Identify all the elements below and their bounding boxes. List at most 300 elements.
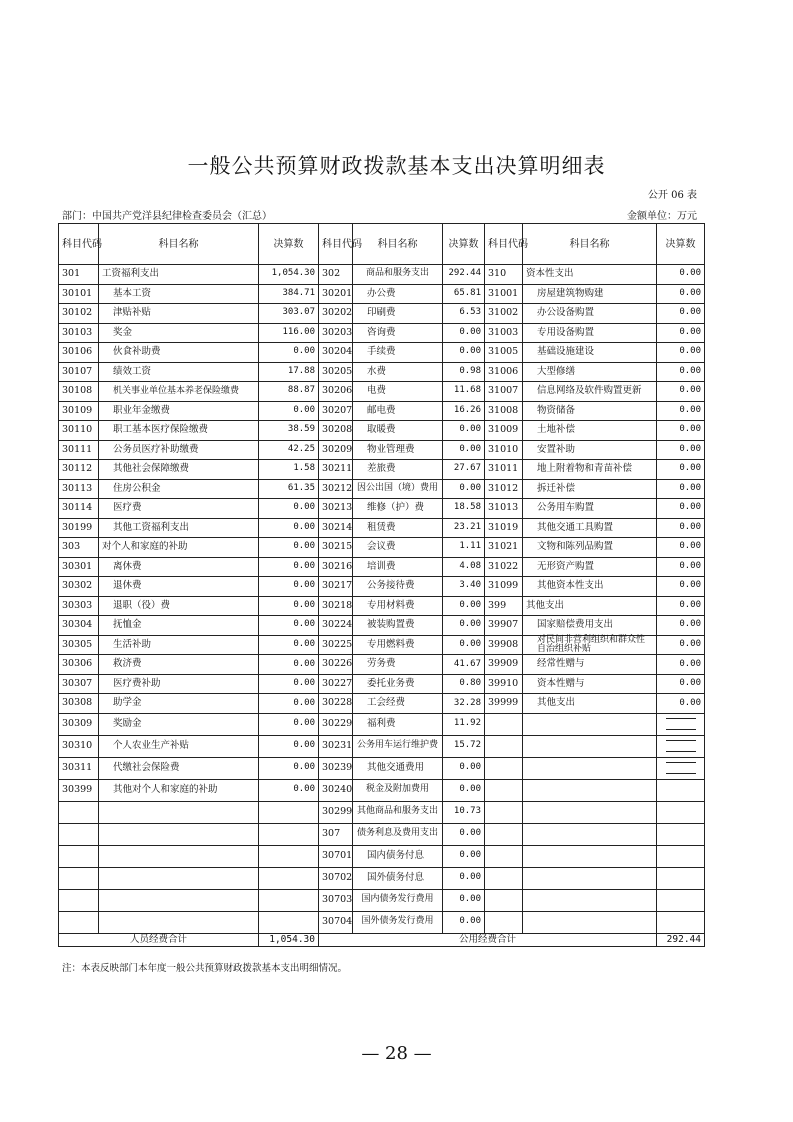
table-row — [59, 823, 705, 845]
subject-code: 39910 — [485, 674, 523, 694]
header-code: 科目代码 — [319, 224, 353, 265]
subject-code: 30302 — [59, 577, 99, 597]
subject-name: 其他资本性支出 — [523, 577, 657, 597]
subject-code: 30309 — [59, 713, 99, 735]
subject-name: 资本性支出 — [523, 265, 657, 285]
subject-name: 专用材料费 — [353, 596, 443, 616]
table-row — [59, 713, 705, 735]
subject-name: 其他工资福利支出 — [99, 518, 259, 538]
subject-code: 30399 — [59, 779, 99, 801]
subject-name: 专用设备购置 — [523, 323, 657, 343]
subject-name: 国内债务发行费用 — [353, 889, 443, 911]
subject-code: 31021 — [485, 538, 523, 558]
subject-code: 30703 — [319, 889, 353, 911]
amount-value: 61.35 — [259, 479, 319, 499]
amount-value: 88.87 — [259, 382, 319, 402]
subject-name: 国家赔偿费用支出 — [523, 616, 657, 636]
empty-cell — [485, 779, 523, 801]
empty-cell — [259, 845, 319, 867]
empty-cell — [523, 757, 657, 779]
subject-name: 办公费 — [353, 284, 443, 304]
amount-value: 18.58 — [443, 499, 485, 519]
table-row — [59, 499, 705, 519]
amount-value: 0.00 — [443, 323, 485, 343]
amount-value: 0.00 — [443, 757, 485, 779]
amount-value: 0.00 — [657, 616, 705, 636]
subject-code: 30209 — [319, 440, 353, 460]
subject-code: 31002 — [485, 304, 523, 324]
empty-cell — [523, 867, 657, 889]
subject-name: 地上附着物和青苗补偿 — [523, 460, 657, 480]
header-amount: 决算数 — [443, 224, 485, 265]
subject-code: 30228 — [319, 694, 353, 714]
empty-cell — [259, 823, 319, 845]
subject-code: 31012 — [485, 479, 523, 499]
department-label: 部门：中国共产党洋县纪律检查委员会（汇总） — [62, 211, 272, 222]
table-row — [59, 635, 705, 655]
amount-value: 0.00 — [259, 757, 319, 779]
table-row — [59, 518, 705, 538]
table-row — [59, 304, 705, 324]
amount-value: 0.00 — [657, 382, 705, 402]
subject-name: 其他对个人和家庭的补助 — [99, 779, 259, 801]
subject-code: 30311 — [59, 757, 99, 779]
amount-value: 0.00 — [657, 265, 705, 285]
subject-name: 房屋建筑物购建 — [523, 284, 657, 304]
empty-cell — [657, 713, 705, 735]
subject-code: 30103 — [59, 323, 99, 343]
amount-value: 0.00 — [657, 499, 705, 519]
amount-value: 0.00 — [443, 845, 485, 867]
subject-code: 30211 — [319, 460, 353, 480]
subject-code: 30204 — [319, 343, 353, 363]
amount-value: 23.21 — [443, 518, 485, 538]
empty-cell — [59, 867, 99, 889]
subject-name: 维修（护）费 — [353, 499, 443, 519]
subject-name: 取暖费 — [353, 421, 443, 441]
amount-value: 0.00 — [259, 577, 319, 597]
empty-cell — [485, 889, 523, 911]
subject-name: 商品和服务支出 — [353, 265, 443, 285]
table-row — [59, 401, 705, 421]
form-number: 公开 06 表 — [647, 190, 697, 201]
empty-cell — [259, 911, 319, 933]
subject-code: 30106 — [59, 343, 99, 363]
amount-value: 17.88 — [259, 362, 319, 382]
subject-code: 30306 — [59, 655, 99, 675]
subject-code: 303 — [59, 538, 99, 558]
subject-code: 30239 — [319, 757, 353, 779]
empty-cell — [523, 735, 657, 757]
subject-code: 30202 — [319, 304, 353, 324]
subject-code: 39999 — [485, 694, 523, 714]
amount-value: 0.00 — [443, 867, 485, 889]
table-row — [59, 557, 705, 577]
amount-value: 0.00 — [443, 596, 485, 616]
subject-code: 31005 — [485, 343, 523, 363]
table-row — [59, 362, 705, 382]
subject-code: 30208 — [319, 421, 353, 441]
subject-code: 30231 — [319, 735, 353, 757]
subject-code: 30207 — [319, 401, 353, 421]
amount-value: 11.68 — [443, 382, 485, 402]
subject-code: 31013 — [485, 499, 523, 519]
amount-value: 1.11 — [443, 538, 485, 558]
subject-code: 30111 — [59, 440, 99, 460]
subject-name: 机关事业单位基本养老保险缴费 — [99, 382, 259, 402]
subject-code: 30218 — [319, 596, 353, 616]
subject-code: 31003 — [485, 323, 523, 343]
table-row — [59, 440, 705, 460]
empty-cell — [99, 911, 259, 933]
subject-name: 抚恤金 — [99, 616, 259, 636]
subject-name: 信息网络及软件购置更新 — [523, 382, 657, 402]
empty-cell — [259, 867, 319, 889]
subject-name: 培训费 — [353, 557, 443, 577]
amount-value: 0.00 — [259, 538, 319, 558]
table-row — [59, 616, 705, 636]
empty-cell — [523, 823, 657, 845]
amount-value: 38.59 — [259, 421, 319, 441]
amount-value: 27.67 — [443, 460, 485, 480]
empty-cell — [259, 801, 319, 823]
empty-cell — [523, 713, 657, 735]
header-code: 科目代码 — [59, 224, 99, 265]
dash-mark — [666, 718, 696, 730]
amount-value: 0.00 — [259, 713, 319, 735]
table-row — [59, 735, 705, 757]
table-row — [59, 779, 705, 801]
subject-name: 物资储备 — [523, 401, 657, 421]
subject-name: 基本工资 — [99, 284, 259, 304]
amount-value: 0.00 — [259, 674, 319, 694]
table-row — [59, 343, 705, 363]
subject-name: 差旅费 — [353, 460, 443, 480]
subject-name: 电费 — [353, 382, 443, 402]
subject-code: 30301 — [59, 557, 99, 577]
amount-value: 0.00 — [259, 635, 319, 655]
subject-name: 无形资产购置 — [523, 557, 657, 577]
empty-cell — [657, 867, 705, 889]
empty-cell — [657, 845, 705, 867]
personnel-total-value: 1,054.30 — [259, 933, 319, 946]
amount-value: 0.00 — [443, 823, 485, 845]
subject-name: 国外债务发行费用 — [353, 911, 443, 933]
subject-code: 30307 — [59, 674, 99, 694]
amount-value: 0.00 — [657, 479, 705, 499]
subject-name: 公务接待费 — [353, 577, 443, 597]
table-row — [59, 460, 705, 480]
subject-name: 税金及附加费用 — [353, 779, 443, 801]
amount-value: 0.00 — [259, 499, 319, 519]
amount-value: 0.00 — [657, 674, 705, 694]
subject-code: 30109 — [59, 401, 99, 421]
subject-name: 工会经费 — [353, 694, 443, 714]
subject-code: 30203 — [319, 323, 353, 343]
amount-value: 6.53 — [443, 304, 485, 324]
header-amount: 决算数 — [657, 224, 705, 265]
empty-cell — [99, 867, 259, 889]
subject-name: 物业管理费 — [353, 440, 443, 460]
amount-value: 0.00 — [443, 889, 485, 911]
empty-cell — [657, 779, 705, 801]
amount-value: 42.25 — [259, 440, 319, 460]
table-row — [59, 596, 705, 616]
amount-value: 0.00 — [657, 440, 705, 460]
subject-name: 水费 — [353, 362, 443, 382]
amount-value: 16.26 — [443, 401, 485, 421]
subject-code: 30224 — [319, 616, 353, 636]
subject-code: 30212 — [319, 479, 353, 499]
subject-code: 31022 — [485, 557, 523, 577]
table-row — [59, 655, 705, 675]
subject-name: 其他支出 — [523, 694, 657, 714]
subject-code: 30107 — [59, 362, 99, 382]
table-header-row — [59, 224, 705, 265]
empty-cell — [485, 735, 523, 757]
amount-value: 0.00 — [443, 616, 485, 636]
subject-code: 39909 — [485, 655, 523, 675]
subject-name: 其他社会保障缴费 — [99, 460, 259, 480]
amount-value: 41.67 — [443, 655, 485, 675]
table-row — [59, 757, 705, 779]
subject-code: 30110 — [59, 421, 99, 441]
subject-name: 专用燃料费 — [353, 635, 443, 655]
table-row — [59, 265, 705, 285]
table-row — [59, 577, 705, 597]
amount-value: 0.00 — [657, 323, 705, 343]
subject-code: 31006 — [485, 362, 523, 382]
personnel-total-label: 人员经费合计 — [59, 933, 259, 946]
subject-name: 救济费 — [99, 655, 259, 675]
subject-code: 30215 — [319, 538, 353, 558]
amount-value: 4.08 — [443, 557, 485, 577]
amount-value: 0.00 — [443, 479, 485, 499]
empty-cell — [99, 823, 259, 845]
page-number: — 28 — — [361, 1043, 432, 1064]
dash-mark — [666, 762, 696, 774]
amount-value: 32.28 — [443, 694, 485, 714]
subject-code: 30226 — [319, 655, 353, 675]
amount-value: 0.00 — [657, 362, 705, 382]
table-row — [59, 479, 705, 499]
subject-code: 30113 — [59, 479, 99, 499]
subject-code: 30704 — [319, 911, 353, 933]
unit-label: 金额单位：万元 — [627, 211, 697, 222]
subject-code: 301 — [59, 265, 99, 285]
subject-name: 办公设备购置 — [523, 304, 657, 324]
amount-value: 15.72 — [443, 735, 485, 757]
empty-cell — [523, 801, 657, 823]
empty-cell — [99, 889, 259, 911]
subject-code: 30305 — [59, 635, 99, 655]
subject-code: 30114 — [59, 499, 99, 519]
amount-value: 0.00 — [657, 518, 705, 538]
header-code: 科目代码 — [485, 224, 523, 265]
amount-value: 3.40 — [443, 577, 485, 597]
empty-cell — [59, 911, 99, 933]
amount-value: 1.58 — [259, 460, 319, 480]
empty-cell — [485, 823, 523, 845]
subject-code: 30299 — [319, 801, 353, 823]
table-row — [59, 421, 705, 441]
subject-code: 30214 — [319, 518, 353, 538]
subject-name: 工资福利支出 — [99, 265, 259, 285]
subject-code: 30225 — [319, 635, 353, 655]
subject-name: 咨询费 — [353, 323, 443, 343]
amount-value: 0.00 — [259, 596, 319, 616]
empty-cell — [657, 757, 705, 779]
amount-value: 0.00 — [259, 557, 319, 577]
amount-value: 0.80 — [443, 674, 485, 694]
subject-name: 其他商品和服务支出 — [353, 801, 443, 823]
header-name: 科目名称 — [353, 224, 443, 265]
subject-code: 30303 — [59, 596, 99, 616]
amount-value: 0.98 — [443, 362, 485, 382]
subject-name: 医疗费 — [99, 499, 259, 519]
amount-value: 0.00 — [657, 343, 705, 363]
amount-value: 0.00 — [657, 460, 705, 480]
empty-cell — [99, 845, 259, 867]
subject-name: 福利费 — [353, 713, 443, 735]
subject-code: 31099 — [485, 577, 523, 597]
amount-value: 65.81 — [443, 284, 485, 304]
subject-name: 职工基本医疗保险缴费 — [99, 421, 259, 441]
subject-name: 租赁费 — [353, 518, 443, 538]
amount-value: 0.00 — [443, 343, 485, 363]
subject-name: 经常性赠与 — [523, 655, 657, 675]
subject-name: 拆迁补偿 — [523, 479, 657, 499]
empty-cell — [657, 801, 705, 823]
amount-value: 1,054.30 — [259, 265, 319, 285]
empty-cell — [657, 735, 705, 757]
subject-name: 国外债务付息 — [353, 867, 443, 889]
empty-cell — [485, 757, 523, 779]
amount-value: 0.00 — [443, 635, 485, 655]
empty-cell — [59, 823, 99, 845]
header-name: 科目名称 — [99, 224, 259, 265]
subject-code: 30101 — [59, 284, 99, 304]
subject-name: 公务员医疗补助缴费 — [99, 440, 259, 460]
subject-code: 31008 — [485, 401, 523, 421]
empty-cell — [523, 779, 657, 801]
table-row — [59, 323, 705, 343]
amount-value: 0.00 — [657, 694, 705, 714]
subject-name: 离休费 — [99, 557, 259, 577]
subject-code: 30213 — [319, 499, 353, 519]
empty-cell — [523, 911, 657, 933]
empty-cell — [259, 889, 319, 911]
subject-code: 30205 — [319, 362, 353, 382]
empty-cell — [485, 713, 523, 735]
subject-name: 生活补助 — [99, 635, 259, 655]
subject-code: 30310 — [59, 735, 99, 757]
table-row — [59, 889, 705, 911]
table-row — [59, 284, 705, 304]
header-amount: 决算数 — [259, 224, 319, 265]
subject-code: 30701 — [319, 845, 353, 867]
empty-cell — [485, 867, 523, 889]
subject-name: 代缴社会保险费 — [99, 757, 259, 779]
subject-name: 其他交通工具购置 — [523, 518, 657, 538]
subject-name: 绩效工资 — [99, 362, 259, 382]
subject-name: 被装购置费 — [353, 616, 443, 636]
subject-name: 邮电费 — [353, 401, 443, 421]
expenditure-table — [58, 223, 705, 947]
header-name: 科目名称 — [523, 224, 657, 265]
subject-name: 印刷费 — [353, 304, 443, 324]
amount-value: 0.00 — [259, 655, 319, 675]
amount-value: 0.00 — [657, 304, 705, 324]
subject-name: 安置补助 — [523, 440, 657, 460]
public-total-label: 公用经费合计 — [319, 933, 657, 946]
subject-code: 31007 — [485, 382, 523, 402]
amount-value: 0.00 — [259, 343, 319, 363]
amount-value: 0.00 — [657, 655, 705, 675]
public-total-value: 292.44 — [657, 933, 705, 946]
empty-cell — [485, 845, 523, 867]
amount-value: 0.00 — [657, 401, 705, 421]
amount-value: 303.07 — [259, 304, 319, 324]
subject-name: 对个人和家庭的补助 — [99, 538, 259, 558]
table-row — [59, 845, 705, 867]
empty-cell — [59, 845, 99, 867]
page-title: 一般公共预算财政拨款基本支出决算明细表 — [187, 154, 606, 178]
subject-code: 30308 — [59, 694, 99, 714]
empty-cell — [657, 823, 705, 845]
subject-name: 津贴补贴 — [99, 304, 259, 324]
empty-cell — [657, 911, 705, 933]
totals-row — [59, 933, 705, 946]
subject-code: 30102 — [59, 304, 99, 324]
subject-code: 30108 — [59, 382, 99, 402]
subject-code: 31009 — [485, 421, 523, 441]
subject-code: 30240 — [319, 779, 353, 801]
table-row — [59, 382, 705, 402]
amount-value: 0.00 — [657, 596, 705, 616]
subject-name: 其他支出 — [523, 596, 657, 616]
subject-code: 30112 — [59, 460, 99, 480]
table-row — [59, 674, 705, 694]
amount-value: 0.00 — [443, 779, 485, 801]
subject-name: 退职（役）费 — [99, 596, 259, 616]
subject-code: 30201 — [319, 284, 353, 304]
subject-code: 39907 — [485, 616, 523, 636]
amount-value: 0.00 — [259, 694, 319, 714]
subject-name: 住房公积金 — [99, 479, 259, 499]
subject-code: 307 — [319, 823, 353, 845]
subject-code: 30229 — [319, 713, 353, 735]
amount-value: 384.71 — [259, 284, 319, 304]
subject-name: 文物和陈列品购置 — [523, 538, 657, 558]
subject-code: 39908 — [485, 635, 523, 655]
amount-value: 0.00 — [443, 440, 485, 460]
subject-name: 公务用车运行维护费 — [353, 735, 443, 757]
empty-cell — [657, 889, 705, 911]
subject-code: 31001 — [485, 284, 523, 304]
subject-code: 399 — [485, 596, 523, 616]
table-row — [59, 867, 705, 889]
amount-value: 116.00 — [259, 323, 319, 343]
amount-value: 292.44 — [443, 265, 485, 285]
amount-value: 0.00 — [657, 538, 705, 558]
empty-cell — [523, 845, 657, 867]
subject-name: 奖金 — [99, 323, 259, 343]
table-row — [59, 911, 705, 933]
subject-name: 职业年金缴费 — [99, 401, 259, 421]
subject-code: 310 — [485, 265, 523, 285]
empty-cell — [485, 911, 523, 933]
